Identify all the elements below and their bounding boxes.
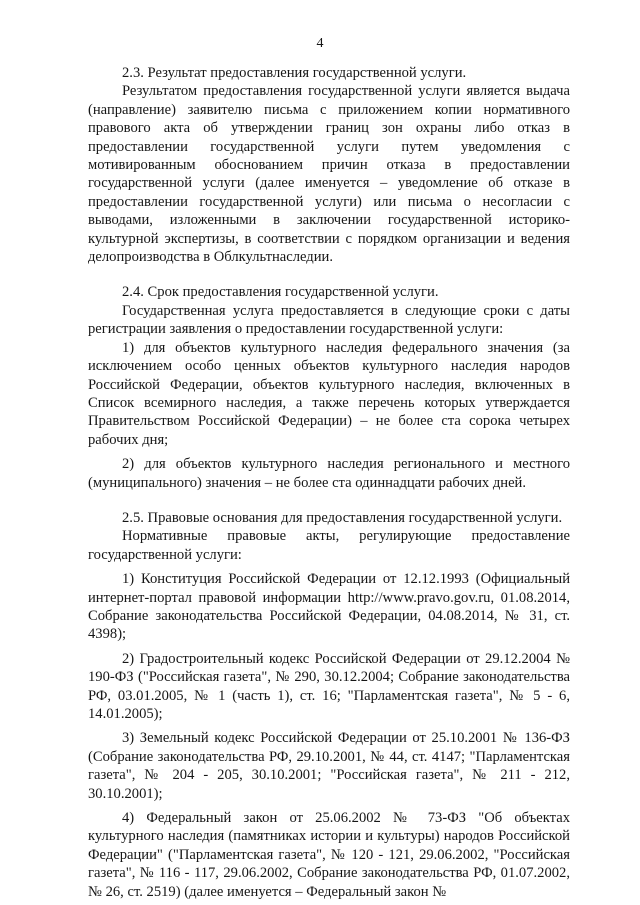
section-2-5-intro: Нормативные правовые акты, регулирующие предоставление государственной услуги: xyxy=(88,528,570,563)
section-2-4-item-2: 2) для объектов культурного наследия регионального и местного (муниципального) значения – не более ста одиннадцати рабочих дней. xyxy=(88,456,570,491)
page-number: 4 xyxy=(316,36,324,51)
section-2-4-intro: Государственная услуга предоставляется в следующие сроки с даты регистрации заявления о предоставлении государственной услуги: xyxy=(88,302,570,338)
section-2-4-item-1: 1) для объектов культурного наследия федерального значения (за исключением особо ценных объектов культурного наследия народов Российской Федерации, объектов культурного наследия, включенных в Список всемирного наследия, а также перечень которых утверждается Правительством Российской Федерации) – не более ста сорока четырех рабочих дня; xyxy=(88,339,570,448)
section-2-5-item-2: 2) Градостроительный кодекс Российской Федерации от 29.12.2004 № 190-ФЗ ("Российская газета", № 290, 30.12.2004; Собрание законодательства РФ, 03.01.2005, № 1 (часть 1), ст. 16; "Парламентская газета", № 5 - 6, 14.01.2005); xyxy=(88,650,570,722)
section-2-5-item-4: 4) Федеральный закон от 25.06.2002 № 73-ФЗ "Об объектах культурного наследия (памятниках истории и культуры) народов Российской Федерации" ("Парламентская газета", № 120 - 121, 29.06.2002, "Российская газета", № 116 - 117, 29.06.2002, Собрание законодательства РФ, 01.07.2002, № 26, ст. 2519) (далее именуется – Федеральный закон № xyxy=(88,810,570,900)
section-2-4-heading: 2.4. Срок предоставления государственной услуги. xyxy=(122,284,439,301)
section-2-5-heading: 2.5. Правовые основания для предоставления государственной услуги. xyxy=(122,509,563,526)
document-body xyxy=(88,64,570,901)
section-2-3-text: Результатом предоставления государственной услуги является выдача (направление) заявителю письма с приложением копии нормативного правового акта об утверждении границ зон охраны либо отказ в предоставлении государственной услуги путем уведомления с мотивированным обоснованием причин отказа в предоставлении государственной услуги (далее именуется – уведомление об отказе в предоставлении государственной услуги) или письма о несогласии с выводами, изложенными в заключении государственной историко-культурной экспертизы, в соответствии с порядком организации и ведения делопроизводства в Облкультнаследии. xyxy=(88,83,570,266)
section-2-3-heading: 2.3. Результат предоставления государственной услуги. xyxy=(122,65,467,81)
section-2-5-item-1: 1) Конституция Российской Федерации от 12.12.1993 (Официальный интернет-портал правовой информации http://www.pravo.gov.ru, 01.08.2014, Собрание законодательства Российской Федерации, 04.08.2014, № 31, ст. 4398); xyxy=(88,571,570,643)
section-2-5-item-3: 3) Земельный кодекс Российской Федерации от 25.10.2001 № 136-ФЗ (Собрание законодательства РФ, 29.10.2001, № 44, ст. 4147; "Парламентская газета", № 204 - 205, 30.10.2001; "Российская газета", № 211 - 212, 30.10.2001); xyxy=(88,730,570,802)
